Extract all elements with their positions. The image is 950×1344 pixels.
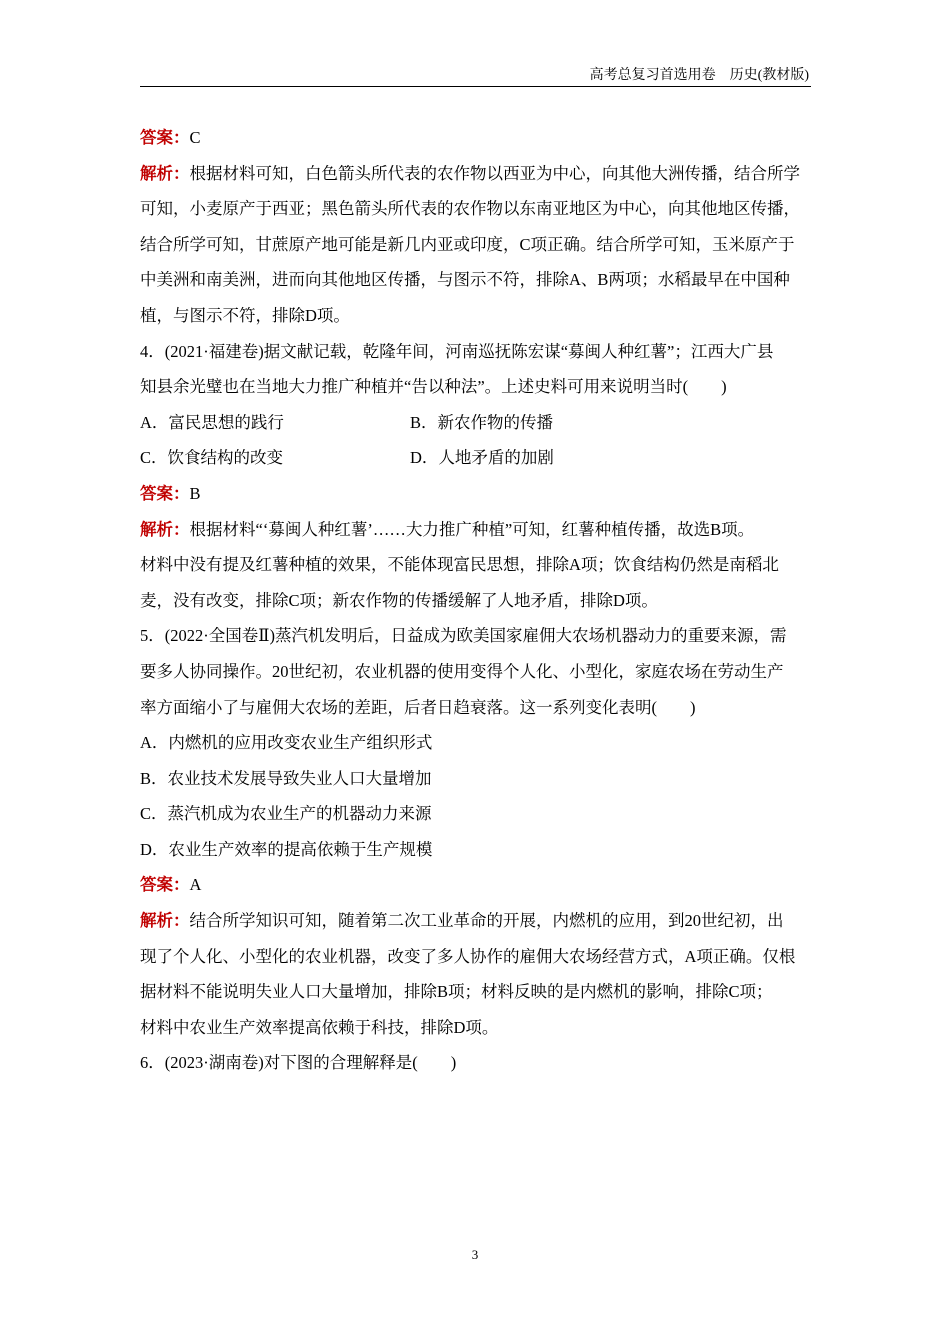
q3-analysis-line: 植，与图示不符，排除D项。 (140, 305, 350, 325)
q3-answer (140, 120, 816, 156)
answer-label: 答案： (140, 875, 190, 895)
q5-analysis-line: 据材料不能说明失业人口大量增加，排除B项；材料反映的是内燃机的影响，排除C项； (140, 982, 773, 1002)
page-header (140, 62, 811, 87)
q3-analysis-line (140, 156, 816, 192)
q4-option-b: B．新农作物的传播 (410, 412, 554, 432)
answer-label: 答案： (140, 128, 190, 147)
q3-analysis-text: 根据材料可知，白色箭头所代表的农作物以西亚为中心，向其他大洲传播，结合所学 (189, 163, 800, 183)
analysis-label: 解析： (140, 519, 190, 539)
q5-analysis-line: 材料中农业生产效率提高依赖于科技，排除D项。 (140, 1017, 499, 1037)
q4-answer-value: B (189, 483, 201, 503)
q4-analysis-line: 材料中没有提及红薯种植的效果，不能体现富民思想，排除A项；饮食结构仍然是南稻北 (140, 555, 779, 575)
q5-option-a: A．内燃机的应用改变农业生产组织形式 (140, 733, 433, 753)
q5-analysis-line: 现了个人化、小型化的农业机器，改变了多人协作的雇佣大农场经营方式，A项正确。仅根 (140, 946, 796, 966)
q5-option-d: D．农业生产效率的提高依赖于生产规模 (140, 839, 433, 859)
content-block (140, 120, 816, 1081)
q5-stem-line: 要多人协同操作。20世纪初，农业机器的使用变得个人化、小型化，家庭农场在劳动生产 (140, 661, 784, 681)
q5-analysis-line (140, 903, 816, 939)
q6-stem: 6．(2023·湖南卷)对下图的合理解释是( ) (140, 1053, 457, 1073)
q5-option-c: C．蒸汽机成为农业生产的机器动力来源 (140, 804, 432, 824)
q4-analysis-text: 根据材料“‘募闽人种红薯’……大力推广种植”可知，红薯种植传播，故选B项。 (189, 519, 755, 539)
q5-analysis-text: 结合所学知识可知，随着第二次工业革命的开展，内燃机的应用，到20世纪初，出 (189, 911, 784, 931)
answer-label: 答案： (140, 483, 190, 503)
q4-stem-line: 知县余光璧也在当地大力推广种植并“告以种法”。上述史料可用来说明当时( ) (140, 377, 727, 397)
q5-stem-line: 5．(2022·全国卷Ⅱ)蒸汽机发明后，日益成为欧美国家雇佣大农场机器动力的重要来源，需 (140, 626, 787, 646)
q4-analysis-line: 麦，没有改变，排除C项；新农作物的传播缓解了人地矛盾，排除D项。 (140, 590, 658, 610)
q5-option-b: B．农业技术发展导致失业人口大量增加 (140, 768, 432, 788)
q4-stem-line: 4．(2021·福建卷)据文献记载，乾隆年间，河南巡抚陈宏谋“募闽人种红薯”；江西大广县 (140, 341, 774, 361)
q4-option-d: D．人地矛盾的加剧 (410, 448, 554, 468)
analysis-label: 解析： (140, 911, 190, 931)
q4-analysis-line (140, 512, 816, 548)
q3-analysis-line: 中美洲和南美洲，进而向其他地区传播，与图示不符，排除A、B两项；水稻最早在中国种 (140, 270, 790, 290)
q4-options-row (140, 440, 816, 476)
q3-analysis-line: 可知，小麦原产于西亚；黑色箭头所代表的农作物以东南亚地区为中心，向其他地区传播， (140, 199, 800, 219)
q4-options-row (140, 405, 816, 441)
q3-analysis-line: 结合所学可知，甘蔗原产地可能是新几内亚或印度，C项正确。结合所学可知，玉米原产于 (140, 234, 795, 254)
analysis-label: 解析： (140, 163, 190, 183)
q4-answer (140, 476, 816, 512)
q5-answer (140, 867, 816, 903)
page-number: 3 (471, 1247, 479, 1262)
q5-stem-line: 率方面缩小了与雇佣大农场的差距，后者日趋衰落。这一系列变化表明( ) (140, 697, 696, 717)
q4-option-a: A．富民思想的践行 (140, 412, 284, 432)
q5-answer-value: A (189, 875, 202, 895)
q4-option-c: C．饮食结构的改变 (140, 448, 284, 468)
header-title: 高考总复习首选用卷 历史(教材版) (589, 68, 809, 83)
q3-answer-value: C (189, 128, 201, 147)
